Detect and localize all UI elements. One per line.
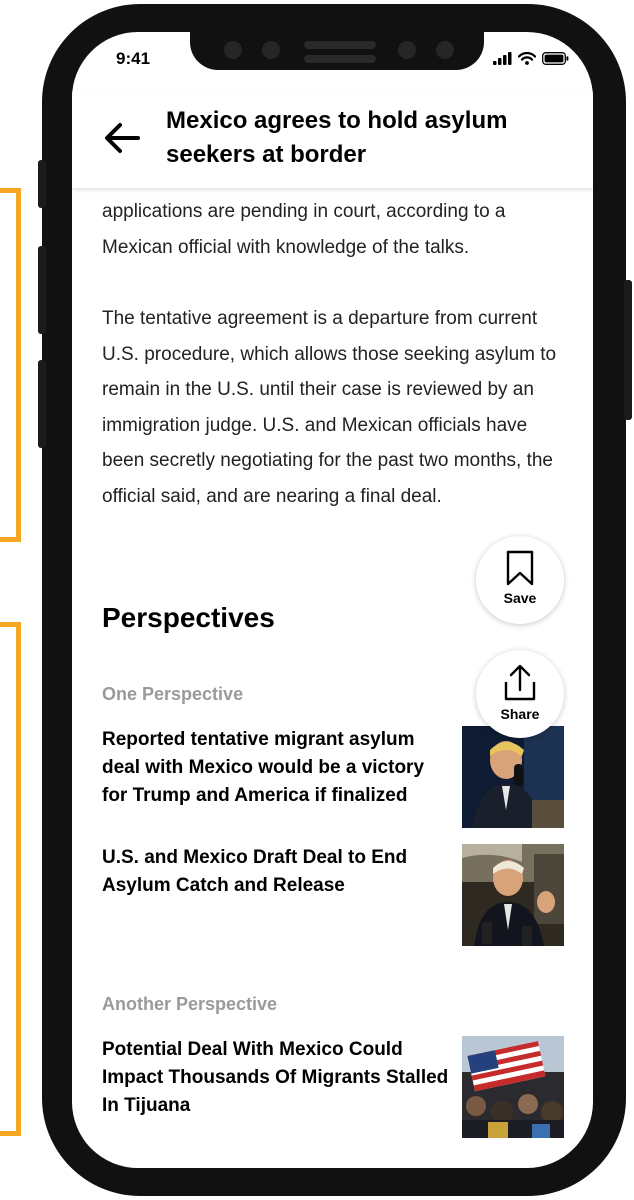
- perspective-item[interactable]: [102, 726, 564, 830]
- article-body: [102, 194, 572, 514]
- perspectives-heading: Perspectives: [102, 602, 275, 633]
- phone-notch: [190, 32, 484, 70]
- annotation-bracket-top: [0, 188, 21, 542]
- wifi-icon: [518, 52, 536, 70]
- volume-down-button: [38, 360, 46, 448]
- perspective-item-title: Potential Deal With Mexico Could Impact Thousands Of Migrants Stalled In Tijuana: [102, 1039, 449, 1116]
- perspective-item-title: Reported tentative migrant asylum deal with Mexico would be a victory for Trump and America if finalized: [102, 729, 425, 806]
- share-button[interactable]: [476, 650, 564, 738]
- perspective-thumbnail: [462, 1036, 564, 1138]
- sensor-dot: [436, 41, 454, 59]
- article-paragraph: The tentative agreement is a departure from current U.S. procedure, which allows those seeking asylum to remain in the U.S. until their case is reviewed by an immigration judge. U.S. and Mexican officials have been secretly negotiating for the past two months, the official said, and are nearing a final deal.: [102, 308, 557, 507]
- save-button[interactable]: [476, 536, 564, 624]
- sensor-dot: [398, 41, 416, 59]
- mute-switch: [38, 160, 46, 208]
- page-title: Mexico agrees to hold asylum seekers at border: [166, 107, 508, 168]
- perspective-item[interactable]: [102, 1036, 564, 1140]
- perspective-item[interactable]: [102, 844, 564, 948]
- perspective-thumbnail: [462, 844, 564, 946]
- power-button: [624, 280, 632, 420]
- speaker-grille: [304, 41, 376, 49]
- annotation-bracket-bottom: [0, 622, 21, 1136]
- share-icon: [503, 664, 537, 702]
- perspective-thumbnail: [462, 726, 564, 828]
- article-paragraph: applications are pending in court, according to a Mexican official with knowledge of the talks.: [102, 201, 506, 258]
- phone-screen: [72, 32, 593, 1168]
- one-perspective-label: One Perspective: [102, 684, 244, 704]
- another-perspective-label: Another Perspective: [102, 994, 278, 1014]
- battery-icon: [542, 52, 569, 70]
- status-time: 9:41: [116, 49, 151, 68]
- share-label: Share: [500, 706, 540, 722]
- sensor-dot: [262, 41, 280, 59]
- arrow-left-icon: [102, 118, 142, 158]
- status-icons: [493, 52, 569, 70]
- back-button[interactable]: [102, 118, 142, 158]
- sensor-dot: [224, 41, 242, 59]
- perspective-item-title: U.S. and Mexico Draft Deal to End Asylum Catch and Release: [102, 847, 408, 896]
- bookmark-icon: [505, 550, 535, 586]
- speaker-grille: [304, 55, 376, 63]
- article-header: [72, 90, 593, 188]
- signal-icon: [493, 52, 512, 70]
- save-label: Save: [503, 590, 537, 606]
- volume-up-button: [38, 246, 46, 334]
